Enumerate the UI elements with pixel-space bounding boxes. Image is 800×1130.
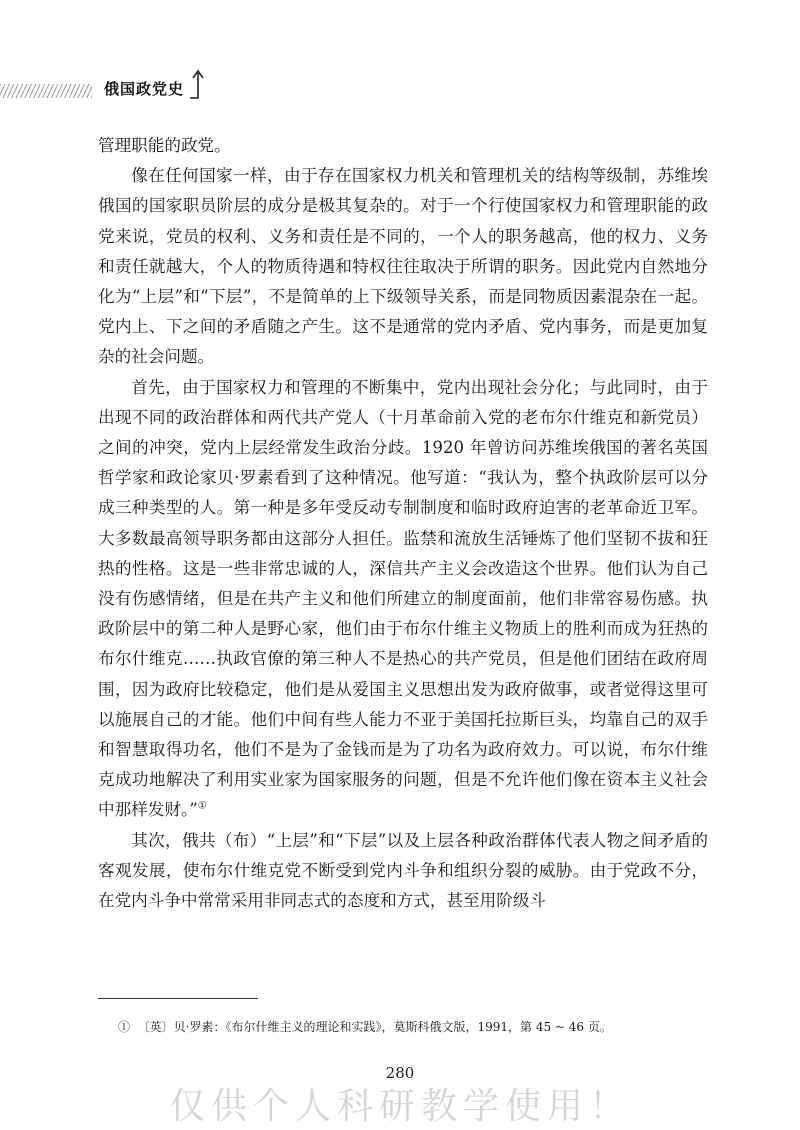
up-arrow-icon (186, 68, 210, 102)
footnote-divider (98, 998, 258, 999)
footnote (118, 1019, 718, 1035)
footnote-marker: ① (118, 1020, 131, 1034)
watermark: 仅供个人科研教学使用！ (168, 1086, 631, 1127)
running-header (0, 68, 800, 108)
book-title: 俄国政党史 (104, 80, 185, 98)
body-text (98, 131, 708, 916)
paragraph-1: 管理职能的政党。 (98, 136, 231, 155)
header-stripe-decoration (0, 84, 92, 98)
footnote-reference: ① (197, 800, 207, 812)
page-number: 280 (385, 1064, 415, 1082)
paragraph-3-text: 首先，由于国家权力和管理的不断集中，党内出现社会分化；与此同时，由于出现不同的政治群体和两代共产党人（十月革命前入党的老布尔什维克和新党员）之间的冲突，党内上层经常发生政治分歧。1920 年曾访问苏维埃俄国的著名英国哲学家和政论家贝·罗素看到了这种情况。他写道：“我认为，整个执政阶层可以分成三种类型的人。第一种是多年受反动专制制度和临时政府迫害的老革命近卫军。大多数最高领导职务都由这部分人担任。监禁和流放生活锤炼了他们坚韧不拔和狂热的性格。这是一些非常忠诚的人，深信共产主义会改造这个世界。他们认为自己没有伤感情绪，但是在共产主义和他们所建立的制度面前，他们非常容易伤感。执政阶层中的第二种人是野心家，他们由于布尔什维主义物质上的胜利而成为狂热的布尔什维克……执政官僚的第三种人不是热心的共产党员，但是他们团结在政府周围，因为政府比较稳定，他们是从爱国主义思想出发为政府做事，或者觉得这里可以施展自己的才能。他们中间有些人能力不亚于美国托拉斯巨头，均靠自己的双手和智慧取得功名，他们不是为了金钱而是为了功名为政府效力。可以说，布尔什维克成功地解决了利用实业家为国家服务的问题，但是不允许他们像在资本主义社会中那样发财。” (98, 377, 708, 820)
paragraph-2: 像在任何国家一样，由于存在国家权力机关和管理机关的结构等级制，苏维埃俄国的国家职员阶层的成分是极其复杂的。对于一个行使国家权力和管理职能的政党来说，党员的权利、义务和责任是不同的，一个人的职务越高，他的权力、义务和责任就越大，个人的物质待遇和特权往往取决于所谓的职务。因此党内自然地分化为“上层”和“下层”，不是简单的上下级领导关系，而是同物质因素混杂在一起。党内上、下之间的矛盾随之产生。这不是通常的党内矛盾、党内事务，而是更加复杂的社会问题。 (98, 166, 708, 367)
footnote-text: 〔英〕贝·罗素：《布尔什维主义的理论和实践》，莫斯科俄文版，1991，第 45 ~ 46 页。 (137, 1020, 612, 1034)
paragraph-3 (98, 373, 708, 826)
paragraph-4: 其次，俄共（布）“上层”和“下层”以及上层各种政治群体代表人物之间矛盾的客观发展，使布尔什维克党不断受到党内斗争和组织分裂的威胁。由于党政不分，在党内斗争中常常采用非同志式的态度和方式，甚至用阶级斗 (98, 830, 708, 911)
